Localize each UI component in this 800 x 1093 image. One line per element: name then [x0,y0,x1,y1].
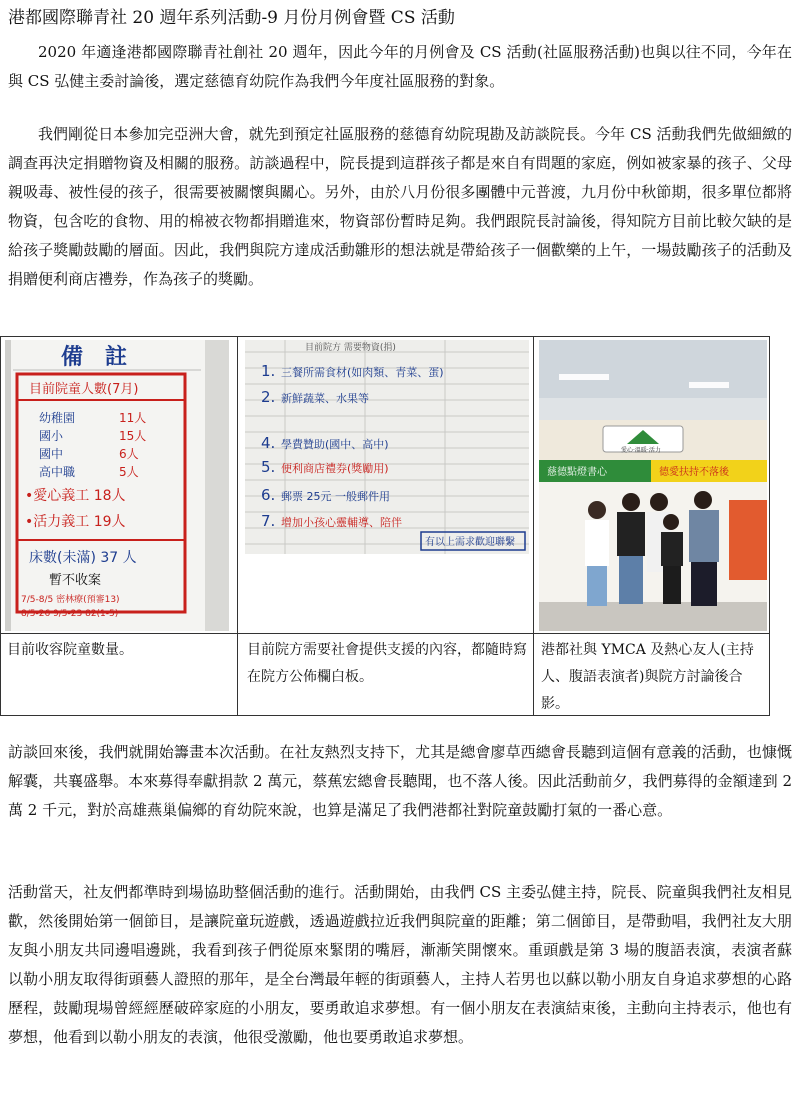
board-header: 目前院方 需要物資(捐) [305,343,396,353]
board-line-text: 三餐所需食材(如肉類、青菜、蛋) [281,366,444,379]
board-row-value: 5人 [119,465,139,479]
page-title: 港都國際聯青社 20 週年系列活動-9 月份月例會暨 CS 活動 [8,8,455,28]
whiteboard-photo [5,340,229,631]
board-volunteers-love: •愛心義工 18人 [25,488,126,504]
board-row-label: 國中 [39,447,64,461]
photo-table [0,336,770,716]
board-footer: 7/5-8/5 密林療(預審13) [21,595,120,605]
board-line-number: 1. [261,362,276,380]
photo-needs-board [245,340,529,554]
board-line-number: 2. [261,388,276,406]
table-divider [1,633,769,634]
paragraph-fundraising: 訪談回來後，我們就開始籌畫本次活動。在社友熱烈支持下，尤其是總會廖草西總會長聽到這個有意義的活動，也慷慨解囊，共襄盛舉。本來募得奉獻捐款 2 萬元，蔡蕉宏總會長聽聞，也不落人後。因此活動前夕，我們募得的金額達到 2 萬 2 千元，對於高雄燕巢偏鄉的育幼院來說，也算是滿足了我們港都社對院童鼓勵打氣的一番心意。 [8,743,792,819]
paragraph-event-day: 活動當天，社友們都準時到場協助整個活動的進行。活動開始，由我們 CS 主委弘健主持，院長、院童與我們社友相見歡，然後開始第一個節目，是讓院童玩遊戲，透過遊戲拉近我們與院童的距離；第二個節目，是帶動唱，我們社友大朋友與小朋友共同邊唱邊跳，我看到孩子們從原來緊閉的嘴唇，漸漸笑開懷來。重頭戲是第 3 場的腹語表演，表演者蘇以勒小朋友取得街頭藝人證照的那年，是全台灣最年輕的街頭藝人，主持人若男也以蘇以勒小朋友自身追求夢想的心路歷程，鼓勵現場曾經經歷破碎家庭的小朋友，要勇敢追求夢想。有一個小朋友在表演結束後，主動向主持表示，他也有夢想，他看到以勒小朋友的表演，他很受激勵，他也要勇敢追求夢想。 [8,883,792,1046]
board-subheading: 目前院童人數(7月) [29,382,139,397]
table-divider [533,337,534,715]
board-line-text: 郵票 25元 一般郵件用 [281,490,390,503]
board-footer: 有以上需求歡迎聯繫 [425,537,515,548]
photo-children-count [5,340,229,631]
photo-caption: 目前收容院童數量。 [7,642,133,658]
board-heading: 備 註 [61,345,128,370]
board-row-label: 國小 [39,429,64,443]
whiteboard-photo [245,340,529,554]
board-footer: 8/5-26 9/5-23 82(1-5) [21,609,119,619]
board-line-number: 4. [261,434,276,452]
board-line-text: 新鮮蔬菜、水果等 [281,392,369,405]
paragraph-intro: 2020 年適逢港都國際聯青社創社 20 週年，因此今年的月例會及 CS 活動(社區服務活動)也與以往不同，今年在與 CS 弘健主委討論後，選定慈德育幼院作為我們今年度社區服務的對象。 [8,43,792,90]
photo-group [539,340,767,631]
board-line-number: 6. [261,486,276,504]
sign-text: 愛心·溫暖·活力 [621,447,661,454]
board-line-text: 學費贊助(國中、高中) [281,438,389,451]
photo-caption: 目前院方需要社會提供支援的內容，都隨時寫在院方公佈欄白板。 [247,642,527,685]
board-row-label: 幼稚園 [39,411,76,425]
banner-left: 慈德點燈書心 [547,467,607,478]
board-row-value: 15人 [119,429,147,443]
board-line-text: 增加小孩心靈輔導、陪伴 [281,516,402,529]
board-volunteers-active: •活力義工 19人 [25,514,126,530]
table-divider [237,337,238,715]
board-row-value: 6人 [119,447,139,461]
board-row-value: 11人 [119,411,147,425]
board-row-label: 高中職 [39,465,76,479]
board-note: 暫不收案 [49,573,102,588]
board-line-number: 7. [261,512,276,530]
banner-right: 德愛扶持不落後 [659,467,729,478]
group-photo [539,340,767,631]
photo-caption: 港都社與 YMCA 及熱心友人(主持人、腹語表演者)與院方討論後合影。 [541,642,754,712]
paragraph-visit: 我們剛從日本參加完亞洲大會，就先到預定社區服務的慈德育幼院現勘及訪談院長。今年 CS 活動我們先做細緻的調查再決定捐贈物資及相關的服務。訪談過程中，院長提到這群孩子都是來自有問題的家庭，例如被家暴的孩子、父母親吸毒、被性侵的孩子，很需要被關懷與關心。另外，由於八月份很多團體中元普渡，九月份中秋節期，很多單位都將物資，包含吃的食物、用的棉被衣物都捐贈進來，物資部份暫時足夠。我們跟院長討論後，得知院方目前比較欠缺的是給孩子獎勵鼓勵的層面。因此，我們與院方達成活動雛形的想法就是帶給孩子一個歡樂的上午，一場鼓勵孩子的活動及捐贈便利商店禮券，作為孩子的獎勵。 [8,125,792,288]
board-bed-total: 床數(未滿) 37 人 [29,550,137,566]
board-line-text: 便利商店禮券(獎勵用) [281,462,389,475]
board-line-number: 5. [261,458,276,476]
